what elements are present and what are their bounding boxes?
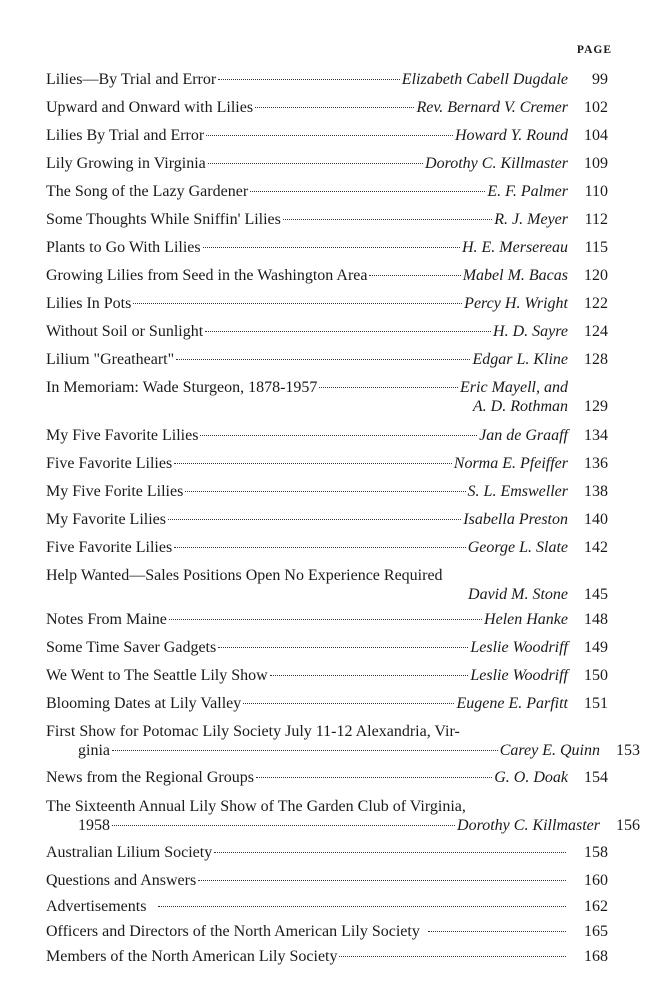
- toc-entry: [46, 843, 608, 862]
- toc-entry: [46, 70, 608, 89]
- toc-entry: [46, 510, 608, 529]
- entry-page: 140: [584, 511, 608, 528]
- dot-leader: [169, 619, 482, 620]
- toc-entry: [46, 666, 608, 685]
- dot-leader: [198, 880, 566, 881]
- entry-page: 142: [584, 539, 608, 556]
- entry-author: Norma E. Pfeiffer: [453, 455, 568, 472]
- entry-author: Dorothy C. Killmaster: [425, 155, 568, 172]
- entry-title: Some Time Saver Gadgets: [46, 639, 217, 656]
- toc-entry: [46, 182, 608, 201]
- entry-title: Growing Lilies from Seed in the Washington Area: [46, 267, 368, 284]
- dot-leader: [174, 463, 452, 464]
- toc-entry: [46, 566, 608, 604]
- toc-entry: [46, 610, 608, 629]
- toc-entry: [46, 322, 608, 341]
- entry-author: Helen Hanke: [484, 611, 568, 628]
- entry-title: Five Favorite Lilies: [46, 539, 173, 556]
- entry-title: My Favorite Lilies: [46, 511, 166, 528]
- entry-title: My Five Favorite Lilies: [46, 427, 199, 444]
- toc-entry: [46, 154, 608, 173]
- dot-leader: [112, 750, 498, 751]
- entry-title: We Went to The Seattle Lily Show: [46, 667, 268, 684]
- entry-title: Blooming Dates at Lily Valley: [46, 695, 242, 712]
- dot-leader: [218, 79, 400, 80]
- toc-entry: [46, 947, 608, 966]
- dot-leader: [319, 387, 458, 388]
- entry-title: Lilies In Pots: [46, 295, 132, 312]
- entry-page: 112: [584, 211, 608, 228]
- entry-author: E. F. Palmer: [487, 183, 568, 200]
- entry-page: 128: [584, 351, 608, 368]
- dot-leader: [200, 435, 477, 436]
- entry-title: First Show for Potomac Lily Society July 11-12 Alexandria, Vir-: [46, 723, 460, 740]
- entry-page: 149: [584, 639, 608, 656]
- dot-leader: [270, 675, 469, 676]
- toc-entry: [46, 538, 608, 557]
- entry-page: 134: [584, 427, 608, 444]
- entry-author: Isabella Preston: [463, 511, 568, 528]
- entry-page: 129: [584, 398, 608, 415]
- entry-author: Percy H. Wright: [464, 295, 568, 312]
- toc-entry: [46, 126, 608, 145]
- entry-title: Plants to Go With Lilies: [46, 239, 201, 256]
- entry-title: Australian Lilium Society: [46, 844, 213, 861]
- entry-page: 122: [584, 295, 608, 312]
- toc-entry: [46, 922, 608, 941]
- entry-title: Advertisements: [46, 898, 147, 915]
- toc-entry: [46, 797, 640, 835]
- entry-page: 124: [584, 323, 608, 340]
- toc-entry: [46, 638, 608, 657]
- entry-title: Lilies By Trial and Error: [46, 127, 205, 144]
- page-column-header: PAGE: [576, 44, 612, 56]
- toc-entry: [46, 98, 608, 117]
- entry-page: 145: [584, 586, 608, 603]
- entry-author: Edgar L. Kline: [472, 351, 568, 368]
- toc-entry: [46, 454, 608, 473]
- toc-entry: [46, 266, 608, 285]
- entry-title: Some Thoughts While Sniffin' Lilies: [46, 211, 281, 228]
- entry-page: 150: [584, 667, 608, 684]
- toc-entry: [46, 897, 608, 916]
- entry-title-continuation: 1958: [78, 817, 110, 834]
- entry-title: Without Soil or Sunlight: [46, 323, 204, 340]
- dot-leader: [214, 852, 566, 853]
- entry-page: 165: [584, 923, 608, 940]
- entry-author: Eric Mayell, and: [460, 379, 568, 396]
- entry-author: G. O. Doak: [494, 769, 568, 786]
- entry-title: Notes From Maine: [46, 611, 167, 628]
- entry-title: My Five Forite Lilies: [46, 483, 184, 500]
- entry-title: Lilium "Greatheart": [46, 351, 175, 368]
- entry-page: 138: [584, 483, 608, 500]
- toc-entry: [46, 294, 608, 313]
- dot-leader: [256, 777, 492, 778]
- entry-author: S. L. Emsweller: [467, 483, 568, 500]
- entry-page: 162: [584, 898, 608, 915]
- entry-author-second: A. D. Rothman: [472, 398, 568, 415]
- entry-page: 148: [584, 611, 608, 628]
- entry-page: 109: [584, 155, 608, 172]
- entry-title: Help Wanted—Sales Positions Open No Experience Required: [46, 567, 443, 584]
- entry-author: Leslie Woodriff: [470, 667, 568, 684]
- entry-page: 168: [584, 948, 608, 965]
- entry-page: 120: [584, 267, 608, 284]
- entry-page: 102: [584, 99, 608, 116]
- entry-page: 160: [584, 872, 608, 889]
- entry-title: Lily Growing in Virginia: [46, 155, 206, 172]
- toc-entry: [46, 871, 608, 890]
- entry-title: Questions and Answers: [46, 872, 197, 889]
- dot-leader: [283, 219, 492, 220]
- dot-leader: [174, 547, 466, 548]
- entry-title: Upward and Onward with Lilies: [46, 99, 254, 116]
- toc-entry: [46, 694, 608, 713]
- entry-author: Mabel M. Bacas: [462, 267, 568, 284]
- toc-entry: [46, 722, 640, 760]
- entry-title: Lilies—By Trial and Error: [46, 71, 217, 88]
- dot-leader: [168, 519, 461, 520]
- entry-page: 104: [584, 127, 608, 144]
- dot-leader: [176, 359, 470, 360]
- entry-author: Rev. Bernard V. Cremer: [416, 99, 568, 116]
- entry-title: News from the Regional Groups: [46, 769, 254, 786]
- entry-page: 158: [584, 844, 608, 861]
- entry-title: Members of the North American Lily Society: [46, 948, 338, 965]
- entry-title: The Sixteenth Annual Lily Show of The Garden Club of Virginia,: [46, 798, 466, 815]
- toc-entry: [46, 482, 608, 501]
- entry-author: Elizabeth Cabell Dugdale: [401, 71, 568, 88]
- entry-page: 115: [584, 239, 608, 256]
- entry-author: Carey E. Quinn: [499, 742, 600, 759]
- entry-page: 153: [616, 742, 640, 759]
- entry-author: Jan de Graaff: [479, 427, 568, 444]
- entry-title: The Song of the Lazy Gardener: [46, 183, 249, 200]
- entry-title-continuation: ginia: [78, 742, 110, 759]
- dot-leader: [255, 107, 414, 108]
- dot-leader: [133, 303, 462, 304]
- toc-entry: [46, 768, 608, 787]
- entry-author: George L. Slate: [467, 539, 568, 556]
- dot-leader: [158, 906, 566, 907]
- entry-author: Howard Y. Round: [454, 127, 568, 144]
- dot-leader: [218, 647, 468, 648]
- entry-author: H. E. Mersereau: [461, 239, 568, 256]
- entry-page: 151: [584, 695, 608, 712]
- toc-entry: [46, 210, 608, 229]
- entry-author: H. D. Sayre: [493, 323, 568, 340]
- entry-title: Five Favorite Lilies: [46, 455, 173, 472]
- entry-author: Leslie Woodriff: [470, 639, 568, 656]
- entry-page: 156: [616, 817, 640, 834]
- entry-title: Officers and Directors of the North American Lily Society: [46, 923, 420, 940]
- dot-leader: [208, 163, 423, 164]
- entry-page: 154: [584, 769, 608, 786]
- dot-leader: [112, 825, 455, 826]
- toc-entry: [46, 350, 608, 369]
- dot-leader: [203, 247, 460, 248]
- dot-leader: [205, 331, 491, 332]
- toc-entry: [46, 238, 608, 257]
- toc-entry: [46, 426, 608, 445]
- entry-page: 110: [584, 183, 608, 200]
- dot-leader: [243, 703, 454, 704]
- dot-leader: [206, 135, 453, 136]
- entry-page: 99: [592, 71, 608, 88]
- entry-page: 136: [584, 455, 608, 472]
- dot-leader: [369, 275, 460, 276]
- entry-title: In Memoriam: Wade Sturgeon, 1878-1957: [46, 379, 318, 396]
- toc-entry: [46, 378, 608, 416]
- entry-author: David M. Stone: [468, 586, 568, 603]
- dot-leader: [185, 491, 465, 492]
- entry-author: Eugene E. Parfitt: [456, 695, 568, 712]
- dot-leader: [428, 931, 566, 932]
- entry-author: Dorothy C. Killmaster: [457, 817, 600, 834]
- entry-author: R. J. Meyer: [494, 211, 568, 228]
- dot-leader: [339, 956, 566, 957]
- dot-leader: [250, 191, 485, 192]
